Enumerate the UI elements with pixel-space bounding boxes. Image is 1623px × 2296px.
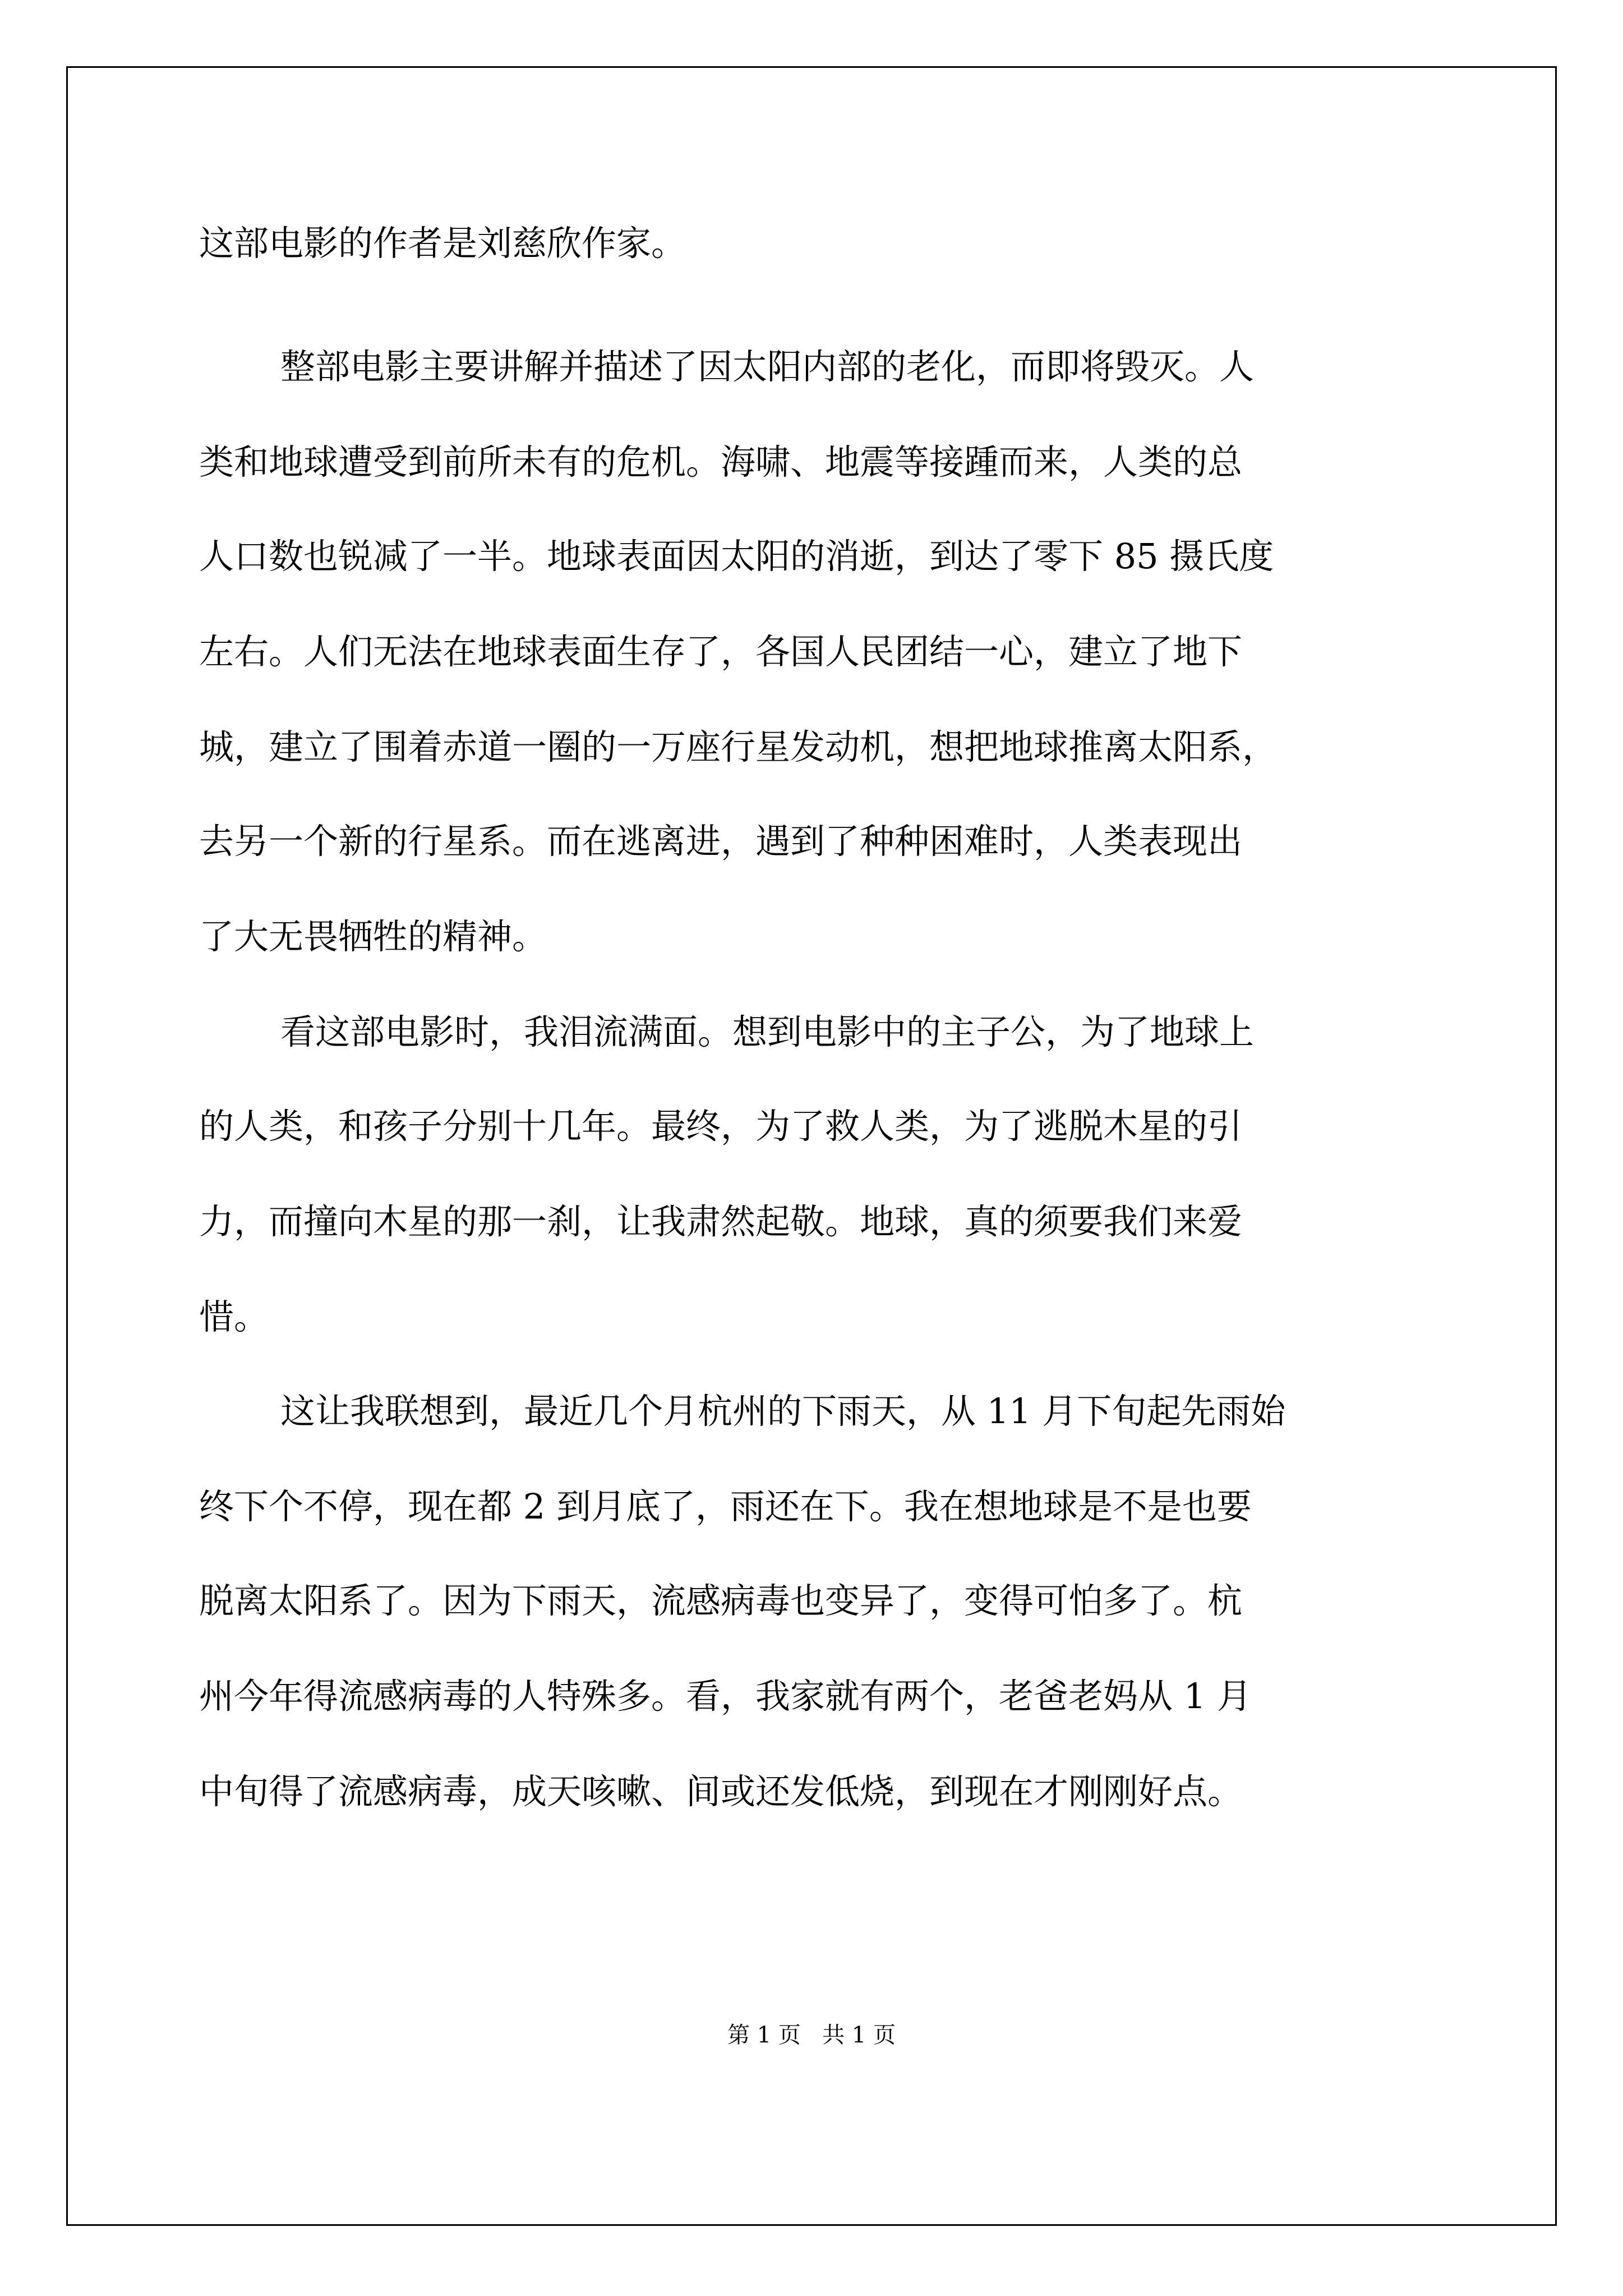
text-line: 城，建立了围着赤道一圈的一万座行星发动机，想把地球推离太阳系，: [199, 726, 1278, 767]
text-line: 中旬得了流感病毒，成天咳嗽、间或还发低烧，到现在才刚刚好点。: [199, 1771, 1243, 1812]
text-line: 这让我联想到，最近几个月杭州的下雨天，从 11 月下旬起先雨始: [280, 1391, 1286, 1432]
text-line: 的人类，和孩子分别十几年。最终，为了救人类，为了逃脱木星的引: [199, 1106, 1243, 1147]
text-line: 人口数也锐减了一半。地球表面因太阳的消逝，到达了零下 85 摄氏度: [199, 536, 1274, 577]
text-line: 这部电影的作者是刘慈欣作家。: [199, 223, 686, 264]
text-line: 左右。人们无法在地球表面生存了，各国人民团结一心，建立了地下: [199, 631, 1243, 672]
text-line: 力，而撞向木星的那一刹，让我肃然起敬。地球，真的须要我们来爱: [199, 1201, 1243, 1242]
text-line: 了大无畏牺牲的精神。: [199, 916, 547, 957]
page-number: 第 1 页 共 1 页: [727, 2022, 896, 2048]
text-line: 州今年得流感病毒的人特殊多。看，我家就有两个，老爸老妈从 1 月: [199, 1676, 1252, 1717]
text-line: 整部电影主要讲解并描述了因太阳内部的老化，而即将毁灭。人: [280, 346, 1255, 387]
text-line: 去另一个新的行星系。而在逃离进，遇到了种种困难时，人类表现出: [199, 821, 1243, 862]
text-line: 终下个不停，现在都 2 到月底了，雨还在下。我在想地球是不是也要: [199, 1486, 1252, 1527]
text-line: 类和地球遭受到前所未有的危机。海啸、地震等接踵而来，人类的总: [199, 441, 1243, 482]
text-line: 看这部电影时，我泪流满面。想到电影中的主子公，为了地球上: [280, 1011, 1255, 1052]
text-line: 脱离太阳系了。因为下雨天，流感病毒也变异了，变得可怕多了。杭: [199, 1580, 1243, 1621]
text-line: 惜。: [199, 1296, 269, 1337]
